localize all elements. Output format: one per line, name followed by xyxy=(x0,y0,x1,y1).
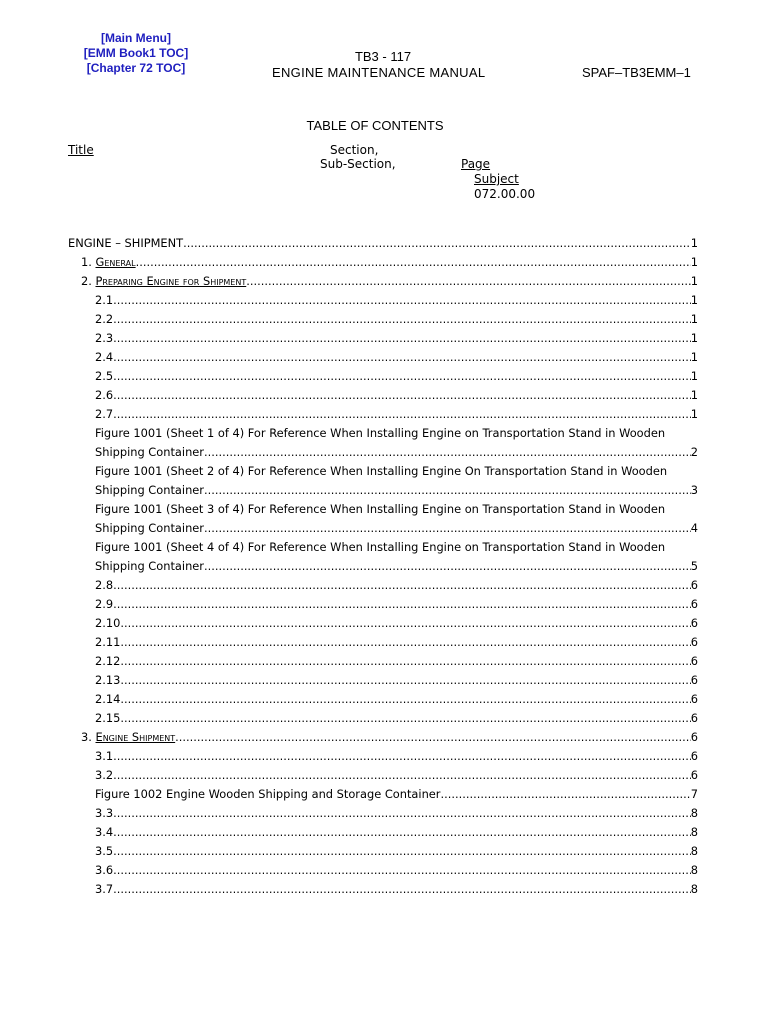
toc-entry-page: 4 xyxy=(690,521,698,535)
toc-entry[interactable] xyxy=(68,747,698,766)
toc-entry[interactable] xyxy=(68,405,698,424)
toc-entry-title: Shipping Container xyxy=(95,483,204,497)
toc-entry-first-line[interactable]: Figure 1001 (Sheet 2 of 4) For Reference When Installing Engine On Transportation Stand in Wooden xyxy=(95,464,668,478)
toc-entry-title xyxy=(81,253,136,272)
toc-entry[interactable] xyxy=(68,367,698,386)
toc-entry[interactable] xyxy=(68,804,698,823)
dot-leader xyxy=(246,272,691,291)
toc-entry-title: 2.11 xyxy=(95,635,121,649)
toc-entry-title: Shipping Container xyxy=(95,445,204,459)
subject-code: 072.00.00 xyxy=(474,187,536,201)
toc-entry-title: Figure 1002 Engine Wooden Shipping and Storage Container xyxy=(95,787,441,801)
toc-entry-page: 6 xyxy=(690,597,698,611)
column-page: Page xyxy=(461,157,491,171)
dot-leader xyxy=(113,747,691,766)
toc-entry-page: 1 xyxy=(690,331,698,345)
toc-entry-title: 2.13 xyxy=(95,673,121,687)
toc-entry-title: 2.12 xyxy=(95,654,121,668)
dot-leader xyxy=(113,310,691,329)
toc-entry-page: 1 xyxy=(690,350,698,364)
toc-entry-first-line[interactable]: Figure 1001 (Sheet 1 of 4) For Reference When Installing Engine on Transportation Stand in Wooden xyxy=(95,426,666,440)
toc-entry[interactable] xyxy=(68,348,698,367)
main-menu-link[interactable]: [Main Menu] xyxy=(101,31,171,45)
column-section: Section, xyxy=(330,143,379,157)
dot-leader xyxy=(113,880,691,899)
toc-entry[interactable] xyxy=(68,633,698,652)
toc-entry-number: 2. xyxy=(81,274,92,288)
toc-entry[interactable] xyxy=(68,861,698,880)
toc-entry-page: 6 xyxy=(690,768,698,782)
table-of-contents xyxy=(68,234,698,899)
book-toc-link[interactable]: [EMM Book1 TOC] xyxy=(83,46,189,60)
toc-entry[interactable] xyxy=(68,823,698,842)
dot-leader xyxy=(183,234,691,253)
toc-entry-page: 1 xyxy=(690,293,698,307)
toc-entry-title: 2.2 xyxy=(95,312,114,326)
toc-entry-page: 1 xyxy=(690,369,698,383)
toc-entry-title: 2.1 xyxy=(95,293,114,307)
dot-leader xyxy=(113,291,691,310)
toc-entry-first-line[interactable]: Figure 1001 (Sheet 3 of 4) For Reference When Installing Engine on Transportation Stand in Wooden xyxy=(95,502,666,516)
toc-entry-title: 2.10 xyxy=(95,616,121,630)
toc-entry[interactable] xyxy=(68,766,698,785)
toc-entry-page: 6 xyxy=(690,692,698,706)
toc-entry-page: 8 xyxy=(690,825,698,839)
toc-entry[interactable] xyxy=(68,519,698,538)
toc-entry[interactable] xyxy=(68,880,698,899)
toc-entry-title: 2.4 xyxy=(95,350,114,364)
toc-entry-page: 1 xyxy=(690,407,698,421)
toc-entry-label: Preparing Engine for Shipment xyxy=(95,274,247,288)
toc-entry-title: 2.6 xyxy=(95,388,114,402)
toc-entry[interactable] xyxy=(68,728,698,747)
toc-entry[interactable] xyxy=(68,576,698,595)
column-sub-section: Sub-Section, xyxy=(320,157,396,171)
navigation-links xyxy=(76,31,196,76)
document-number: TB3 - 117 xyxy=(354,49,412,64)
dot-leader xyxy=(113,595,691,614)
dot-leader xyxy=(113,804,691,823)
column-subject: Subject xyxy=(474,172,519,186)
toc-entry[interactable] xyxy=(68,310,698,329)
toc-entry-page: 8 xyxy=(690,844,698,858)
toc-entry[interactable] xyxy=(68,443,698,462)
toc-entry[interactable] xyxy=(68,652,698,671)
toc-entry-title: 3.6 xyxy=(95,863,114,877)
dot-leader xyxy=(113,766,691,785)
toc-entry[interactable] xyxy=(68,557,698,576)
toc-entry-title: 2.8 xyxy=(95,578,114,592)
toc-entry-page: 8 xyxy=(690,863,698,877)
dot-leader xyxy=(113,329,691,348)
toc-entry-page: 6 xyxy=(690,654,698,668)
toc-entry-page: 6 xyxy=(690,578,698,592)
toc-entry-title xyxy=(81,272,246,291)
toc-entry-title: Shipping Container xyxy=(95,521,204,535)
toc-entry[interactable] xyxy=(68,614,698,633)
column-title: Title xyxy=(68,143,94,157)
dot-leader xyxy=(113,386,691,405)
toc-entry[interactable] xyxy=(68,842,698,861)
toc-entry-page: 3 xyxy=(690,483,698,497)
toc-entry[interactable] xyxy=(68,386,698,405)
toc-entry-label: Engine Shipment xyxy=(95,730,176,744)
toc-entry-title xyxy=(81,728,175,747)
dot-leader xyxy=(113,367,691,386)
toc-entry[interactable] xyxy=(68,595,698,614)
toc-entry-page: 1 xyxy=(690,388,698,402)
document-code: SPAF–TB3EMM–1 xyxy=(582,65,691,80)
toc-entry[interactable] xyxy=(68,709,698,728)
toc-entry-page: 6 xyxy=(690,730,698,744)
toc-entry-first-line[interactable]: Figure 1001 (Sheet 4 of 4) For Reference When Installing Engine on Transportation Stand in Wooden xyxy=(95,540,666,554)
toc-entry-number: 3. xyxy=(81,730,92,744)
toc-entry-title: 2.7 xyxy=(95,407,114,421)
toc-entry-title: 3.5 xyxy=(95,844,114,858)
dot-leader xyxy=(204,557,691,576)
chapter-toc-link[interactable]: [Chapter 72 TOC] xyxy=(86,61,186,75)
toc-entry-title: 3.1 xyxy=(95,749,114,763)
toc-entry-page: 6 xyxy=(690,616,698,630)
toc-entry-title: ENGINE – SHIPMENT xyxy=(68,236,184,250)
dot-leader xyxy=(204,519,691,538)
toc-entry[interactable] xyxy=(68,291,698,310)
toc-entry-title: Shipping Container xyxy=(95,559,204,573)
toc-entry-title: 3.2 xyxy=(95,768,114,782)
toc-entry[interactable] xyxy=(68,234,698,253)
manual-title: ENGINE MAINTENANCE MANUAL xyxy=(272,65,486,80)
toc-entry[interactable] xyxy=(68,690,698,709)
toc-entry-title: 2.15 xyxy=(95,711,121,725)
toc-entry-page: 8 xyxy=(690,882,698,896)
toc-entry-title: 2.3 xyxy=(95,331,114,345)
dot-leader xyxy=(120,614,690,633)
dot-leader xyxy=(441,785,691,804)
dot-leader xyxy=(113,405,691,424)
dot-leader xyxy=(113,348,691,367)
toc-entry[interactable] xyxy=(68,671,698,690)
toc-entry-page: 5 xyxy=(690,559,698,573)
toc-entry-number: 1. xyxy=(81,255,92,269)
toc-entry[interactable] xyxy=(68,481,698,500)
toc-entry-page: 1 xyxy=(690,255,698,269)
dot-leader xyxy=(120,690,690,709)
toc-heading: TABLE OF CONTENTS xyxy=(306,118,444,133)
toc-entry-title: 2.9 xyxy=(95,597,114,611)
dot-leader xyxy=(113,823,691,842)
toc-entry-label: General xyxy=(95,255,136,269)
dot-leader xyxy=(120,652,690,671)
toc-entry-title: 2.14 xyxy=(95,692,121,706)
toc-entry-title: 3.7 xyxy=(95,882,114,896)
toc-entry[interactable] xyxy=(68,253,698,272)
toc-entry-page: 6 xyxy=(690,711,698,725)
toc-entry-page: 6 xyxy=(690,635,698,649)
toc-entry[interactable] xyxy=(68,272,698,291)
dot-leader xyxy=(113,842,691,861)
toc-entry-page: 2 xyxy=(690,445,698,459)
dot-leader xyxy=(204,481,691,500)
toc-entry-page: 8 xyxy=(690,806,698,820)
dot-leader xyxy=(120,709,690,728)
toc-entry[interactable] xyxy=(68,329,698,348)
dot-leader xyxy=(120,671,690,690)
toc-entry-page: 7 xyxy=(690,787,698,801)
toc-entry-title: 3.4 xyxy=(95,825,114,839)
dot-leader xyxy=(204,443,691,462)
dot-leader xyxy=(136,253,691,272)
toc-entry-page: 1 xyxy=(690,312,698,326)
dot-leader xyxy=(175,728,691,747)
toc-entry-page: 6 xyxy=(690,673,698,687)
toc-entry-title: 3.3 xyxy=(95,806,114,820)
toc-entry-title: 2.5 xyxy=(95,369,114,383)
toc-entry-page: 1 xyxy=(690,236,698,250)
toc-entry-page: 6 xyxy=(690,749,698,763)
dot-leader xyxy=(113,861,691,880)
toc-entry[interactable] xyxy=(68,785,698,804)
toc-entry-page: 1 xyxy=(690,274,698,288)
dot-leader xyxy=(113,576,691,595)
dot-leader xyxy=(120,633,690,652)
